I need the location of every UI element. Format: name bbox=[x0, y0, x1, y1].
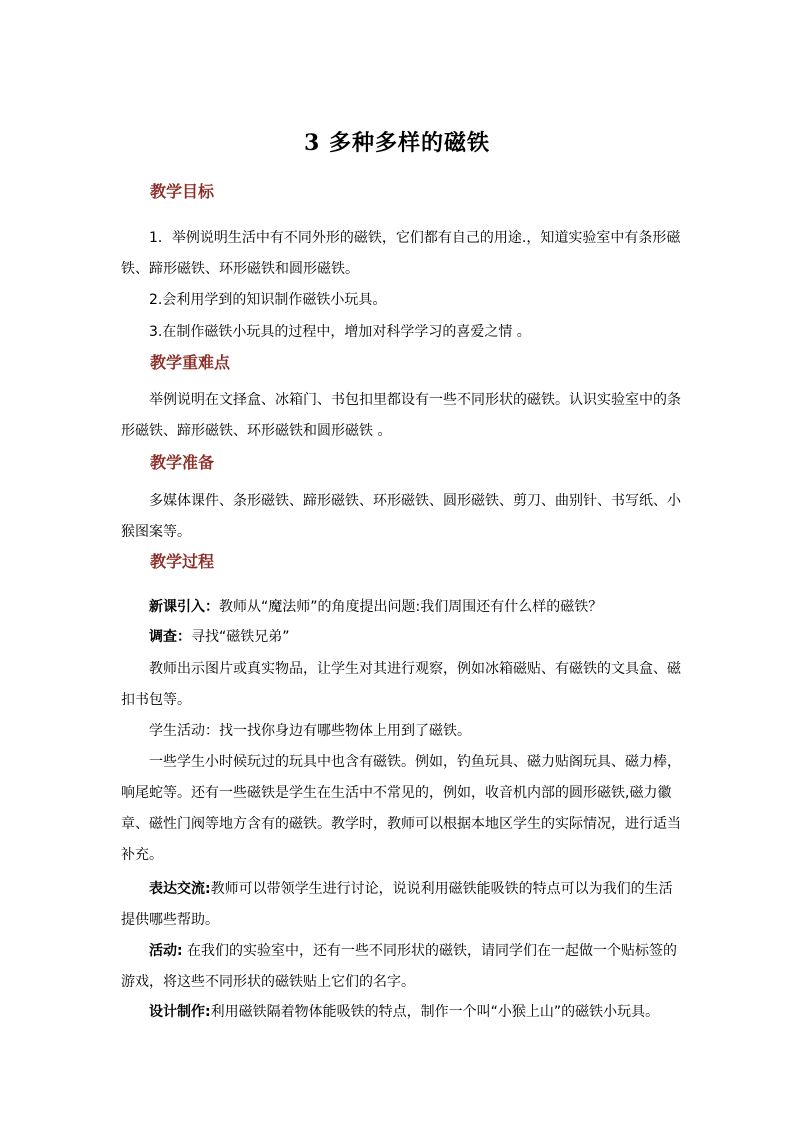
goal-item-2: 2.会利用学到的知识制作磁铁小玩具。 bbox=[149, 292, 387, 308]
process-express bbox=[121, 874, 681, 936]
key-points-text: 举例说明在文择盒、冰箱门、书包扣里都设有一些不同形状的磁铁。认识实验室中的条形磁铁、蹄形磁铁、环形磁铁和圆形磁铁 。 bbox=[121, 392, 681, 439]
process-design bbox=[121, 997, 681, 1028]
intro-text: 教师从“魔法师”的角度提出问题:我们周围还有什么样的磁铁？ bbox=[219, 599, 603, 615]
heading-process: 教学过程 bbox=[150, 552, 215, 571]
design-label: 设计制作: bbox=[149, 1004, 211, 1020]
page-title: 3 多种多样的磁铁 bbox=[304, 130, 490, 156]
express-text: 教师可以带领学生进行讨论，说说利用磁铁能吸铁的特点可以为我们的生活提供哪些帮助。 bbox=[121, 881, 673, 928]
process-activity bbox=[121, 936, 681, 998]
design-text: 利用磁铁隔着物体能吸铁的特点，制作一个叫“小猴上山”的磁铁小玩具。 bbox=[210, 1004, 660, 1020]
act-label: 活动: bbox=[149, 943, 183, 959]
heading-goals: 教学目标 bbox=[150, 182, 215, 201]
process-survey bbox=[121, 622, 681, 653]
heading-preparation: 教学准备 bbox=[150, 453, 215, 472]
process-show: 教师出示图片或真实物品，让学生对其进行观察，例如冰箱磁贴、有磁铁的文具盒、磁扣书包等。 bbox=[121, 661, 681, 708]
heading-key-points: 教学重难点 bbox=[150, 353, 231, 372]
survey-label: 调查： bbox=[149, 629, 191, 645]
act-text: 在我们的实验室中，还有一些不同形状的磁铁，请同学们在一起做一个贴标签的游戏，将这些不同形状的磁铁贴上它们的名字。 bbox=[121, 943, 678, 990]
goal-item-1: 1．举例说明生活中有不同外形的磁铁，它们都有自己的用途.，知道实验室中有条形磁铁、蹄形磁铁、环形磁铁和圆形磁铁。 bbox=[121, 230, 681, 277]
survey-text: 寻找“磁铁兄弟” bbox=[191, 629, 290, 645]
express-label: 表达交流: bbox=[149, 881, 211, 897]
process-toys: 一些学生小时候玩过的玩具中也含有磁铁。例如，钓鱼玩具、磁力贴阁玩具、磁力棒，响尾蛇等。还有一些磁铁是学生在生活中不常见的，例如，收音机内部的圆形磁铁,磁力徽章、磁性门阀等地方含有的磁铁。教学时，教师可以根据本地区学生的实际情况，进行适当补充。 bbox=[121, 754, 681, 863]
intro-label: 新课引入： bbox=[149, 599, 219, 615]
goal-item-3: 3.在制作磁铁小玩具的过程中，增加对科学学习的喜爱之情 。 bbox=[149, 324, 531, 340]
process-intro bbox=[121, 592, 681, 623]
preparation-text: 多媒体课件、条形磁铁、蹄形磁铁、环形磁铁、圆形磁铁、剪刀、曲别针、书写纸、小猴图案等。 bbox=[121, 493, 681, 540]
process-student-activity: 学生活动：找一找你身边有哪些物体上用到了磁铁。 bbox=[149, 723, 471, 739]
